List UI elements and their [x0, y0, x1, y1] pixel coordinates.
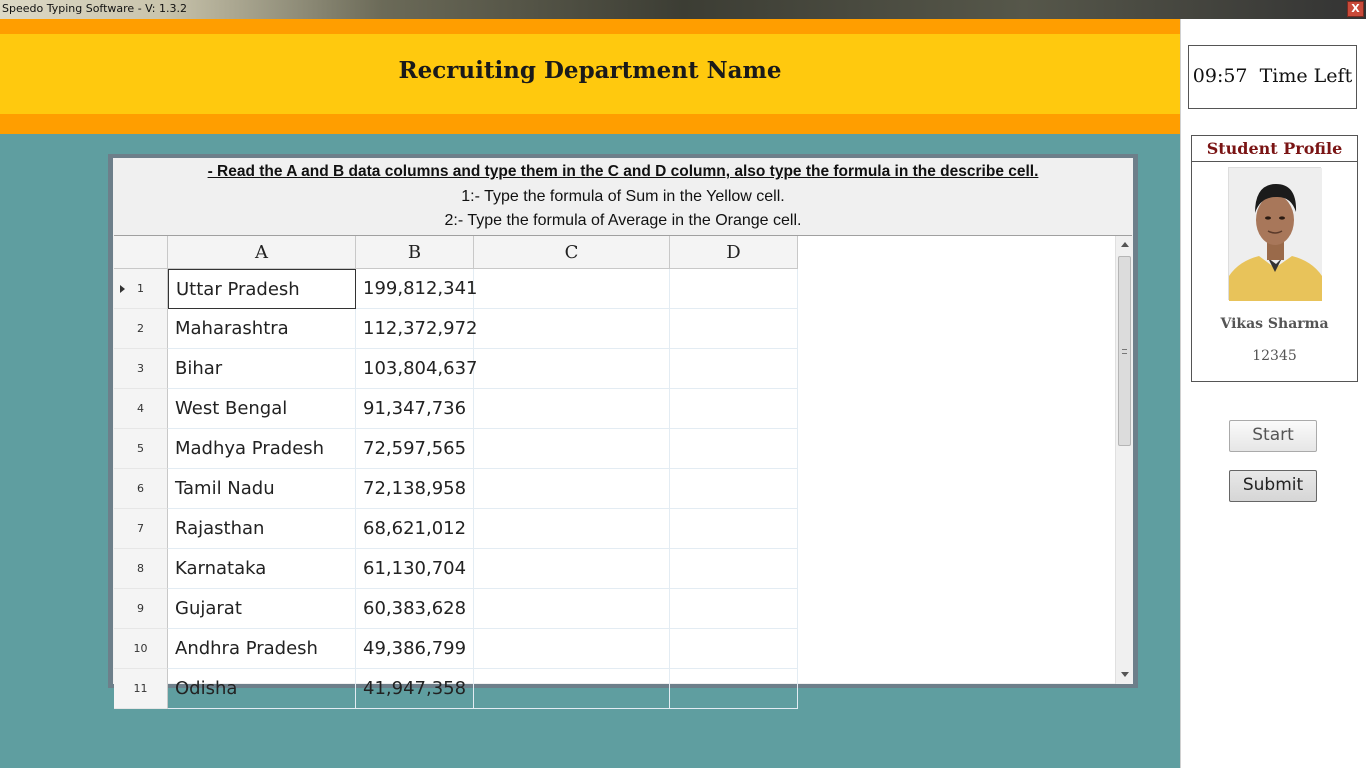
grid-cell-c[interactable]: [474, 269, 670, 309]
grid-cell-c[interactable]: [474, 669, 670, 709]
timer-box: [1188, 45, 1357, 109]
timer-value: 09:57: [1192, 65, 1248, 87]
student-name: Vikas Sharma: [1220, 316, 1329, 332]
grid-cell-b[interactable]: 41,947,358: [356, 669, 474, 709]
header-banner: [0, 19, 1180, 134]
page-title: Recruiting Department Name: [398, 57, 782, 84]
grid-cell-d[interactable]: [670, 549, 798, 589]
grid-cell-c[interactable]: [474, 589, 670, 629]
window-title: Speedo Typing Software - V: 1.3.2: [2, 2, 187, 15]
grid-cell-a[interactable]: Karnataka: [168, 549, 356, 589]
row-number: 3: [137, 362, 144, 375]
grid-cell-c[interactable]: [474, 469, 670, 509]
row-header[interactable]: [114, 389, 168, 429]
exercise-panel: [108, 154, 1138, 699]
grid-cell-b[interactable]: 112,372,972: [356, 309, 474, 349]
close-icon[interactable]: X: [1347, 1, 1364, 17]
grid-cell-d[interactable]: [670, 589, 798, 629]
grid-cell-c[interactable]: [474, 549, 670, 589]
grid-cell-c[interactable]: [474, 309, 670, 349]
window-title-bar: [0, 0, 1366, 19]
row-number: 5: [137, 442, 144, 455]
grid-cell-a[interactable]: Andhra Pradesh: [168, 629, 356, 669]
grid-cell-b[interactable]: 199,812,341: [356, 269, 474, 309]
row-header[interactable]: [114, 589, 168, 629]
row-header[interactable]: [114, 429, 168, 469]
grip-icon: [1122, 349, 1127, 354]
student-photo: [1229, 168, 1322, 301]
grid-cell-a[interactable]: Bihar: [168, 349, 356, 389]
row-number: 11: [133, 682, 148, 695]
student-id: 12345: [1252, 348, 1297, 364]
grid-cell-a[interactable]: Rajasthan: [168, 509, 356, 549]
grid-cell-c[interactable]: [474, 349, 670, 389]
grid-cell-b[interactable]: 61,130,704: [356, 549, 474, 589]
submit-button[interactable]: Submit: [1229, 470, 1317, 502]
grid-cell-a[interactable]: Maharashtra: [168, 309, 356, 349]
row-number: 10: [133, 642, 148, 655]
row-header[interactable]: [114, 629, 168, 669]
grid-cell-c[interactable]: [474, 429, 670, 469]
grid-cell-b[interactable]: 49,386,799: [356, 629, 474, 669]
start-button[interactable]: Start: [1229, 420, 1317, 452]
column-header-a[interactable]: A: [168, 236, 356, 269]
student-profile: [1191, 135, 1358, 382]
avatar: [1228, 167, 1321, 300]
grid-cell-a[interactable]: West Bengal: [168, 389, 356, 429]
grid-cell-b[interactable]: 72,597,565: [356, 429, 474, 469]
grid-cell-d[interactable]: [670, 269, 798, 309]
grid-cell-c[interactable]: [474, 389, 670, 429]
exercise-content: [113, 158, 1133, 699]
data-grid[interactable]: [114, 235, 1132, 699]
grid-cell-b[interactable]: 72,138,958: [356, 469, 474, 509]
column-header-b[interactable]: B: [356, 236, 474, 269]
grid-cell-c[interactable]: [474, 509, 670, 549]
grid-cell-d[interactable]: [670, 429, 798, 469]
vertical-scrollbar[interactable]: [1115, 236, 1132, 684]
grid-corner: [114, 236, 168, 269]
row-number: 2: [137, 322, 144, 335]
instruction-main: - Read the A and B data columns and type them in the C and D column, also type the formula in the describe cell.: [207, 163, 1039, 180]
scrollbar-thumb[interactable]: [1118, 256, 1131, 446]
grid-cell-d[interactable]: [670, 509, 798, 549]
column-header-d[interactable]: D: [670, 236, 798, 269]
row-header[interactable]: [114, 269, 168, 309]
instruction-average: 2:- Type the formula of Average in the Orange cell.: [444, 212, 802, 229]
instruction-sum: 1:- Type the formula of Sum in the Yellow cell.: [461, 188, 785, 205]
row-header[interactable]: [114, 349, 168, 389]
row-header[interactable]: [114, 669, 168, 709]
grid-cell-c[interactable]: [474, 629, 670, 669]
grid-cell-d[interactable]: [670, 669, 798, 709]
right-sidebar: [1180, 19, 1366, 768]
grid-cell-b[interactable]: 60,383,628: [356, 589, 474, 629]
grid-cell-d[interactable]: [670, 309, 798, 349]
scroll-up-icon[interactable]: [1121, 242, 1129, 247]
grid-cell-b[interactable]: 68,621,012: [356, 509, 474, 549]
row-number: 7: [137, 522, 144, 535]
column-header-c[interactable]: C: [474, 236, 670, 269]
row-number: 9: [137, 602, 144, 615]
row-number: 8: [137, 562, 144, 575]
grid-cell-d[interactable]: [670, 629, 798, 669]
grid-cell-b[interactable]: 103,804,637: [356, 349, 474, 389]
grid-cell-d[interactable]: [670, 469, 798, 509]
grid-cell-b[interactable]: 91,347,736: [356, 389, 474, 429]
row-number: 6: [137, 482, 144, 495]
profile-title: Student Profile: [1192, 136, 1357, 162]
grid-cell-a[interactable]: Uttar Pradesh: [168, 269, 356, 309]
grid-cell-d[interactable]: [670, 389, 798, 429]
row-header[interactable]: [114, 469, 168, 509]
timer-label: Time Left: [1259, 65, 1353, 87]
current-row-icon: [120, 285, 125, 293]
row-header[interactable]: [114, 309, 168, 349]
scroll-down-icon[interactable]: [1121, 672, 1129, 677]
grid-cell-a[interactable]: Madhya Pradesh: [168, 429, 356, 469]
grid-cell-d[interactable]: [670, 349, 798, 389]
row-header[interactable]: [114, 509, 168, 549]
row-number: 1: [137, 282, 144, 295]
grid-cell-a[interactable]: Odisha: [168, 669, 356, 709]
row-header[interactable]: [114, 549, 168, 589]
grid-cell-a[interactable]: Gujarat: [168, 589, 356, 629]
row-number: 4: [137, 402, 144, 415]
grid-cell-a[interactable]: Tamil Nadu: [168, 469, 356, 509]
